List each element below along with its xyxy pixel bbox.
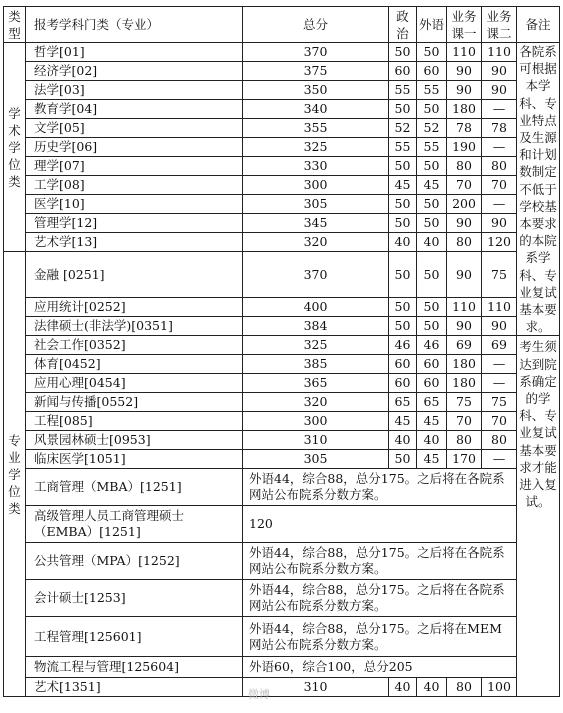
total-cell: 325 xyxy=(243,138,389,157)
course1-cell: 90 xyxy=(447,317,482,336)
course1-cell: 90 xyxy=(447,214,482,233)
foreign-cell: 55 xyxy=(417,138,447,157)
merged-score-cell: 120 xyxy=(243,506,517,543)
table-row xyxy=(4,412,560,431)
politics-cell: 50 xyxy=(389,252,417,298)
table-row xyxy=(4,214,560,233)
total-cell: 320 xyxy=(243,233,389,252)
header-course2: 业务课二 xyxy=(482,7,517,43)
header-course1: 业务课一 xyxy=(447,7,482,43)
politics-cell: 50 xyxy=(389,100,417,119)
course1-cell: 190 xyxy=(447,138,482,157)
subject-cell: 艺术[1351] xyxy=(26,678,243,697)
table-row xyxy=(4,431,560,450)
total-cell: 305 xyxy=(243,450,389,469)
foreign-cell: 50 xyxy=(417,298,447,317)
table-row xyxy=(4,195,560,214)
course1-cell: 80 xyxy=(447,157,482,176)
total-cell: 345 xyxy=(243,214,389,233)
foreign-cell: 55 xyxy=(417,81,447,100)
course2-cell: 78 xyxy=(482,119,517,138)
subject-cell: 法律硕士(非法学)[0351] xyxy=(26,317,243,336)
subject-cell: 理学[07] xyxy=(26,157,243,176)
subject-cell: 高级管理人员工商管理硕士（EMBA）[1251] xyxy=(26,506,243,543)
header-politics: 政治 xyxy=(389,7,417,43)
politics-cell: 50 xyxy=(389,450,417,469)
course2-cell: 75 xyxy=(482,393,517,412)
total-cell: 400 xyxy=(243,298,389,317)
subject-cell: 会计硕士[1253] xyxy=(26,580,243,617)
subject-cell: 金融 [0251] xyxy=(26,252,243,298)
subject-cell: 公共管理（MPA）[1252] xyxy=(26,543,243,580)
table-row-merged xyxy=(4,506,560,543)
foreign-cell: 50 xyxy=(417,252,447,298)
note-academic: 各院系可根据本学科、专业特点及生源和计划数制定不低于学校基本要求的本院系学科、专业复试基本要求。 xyxy=(517,43,560,336)
score-table xyxy=(3,6,560,697)
merged-score-cell: 外语44，综合88，总分175。之后将在各院系网站公布院系分数方案。 xyxy=(243,469,517,506)
subject-cell: 教育学[04] xyxy=(26,100,243,119)
total-cell: 300 xyxy=(243,176,389,195)
table-row xyxy=(4,374,560,393)
table-row xyxy=(4,336,560,355)
politics-cell: 40 xyxy=(389,233,417,252)
course1-cell: 200 xyxy=(447,195,482,214)
politics-cell: 52 xyxy=(389,119,417,138)
course2-cell: 69 xyxy=(482,336,517,355)
header-note: 备注 xyxy=(517,7,560,43)
course2-cell: 90 xyxy=(482,62,517,81)
header-category: 类型 xyxy=(4,7,26,43)
foreign-cell: 50 xyxy=(417,100,447,119)
course2-cell: 110 xyxy=(482,298,517,317)
table-row xyxy=(4,393,560,412)
foreign-cell: 46 xyxy=(417,336,447,355)
table-row xyxy=(4,317,560,336)
category-academic: 学术学位类 xyxy=(4,43,26,252)
course1-cell: 70 xyxy=(447,176,482,195)
table-row xyxy=(4,100,560,119)
table-row xyxy=(4,233,560,252)
merged-score-cell: 外语60，综合100，总分205 xyxy=(243,657,517,678)
subject-cell: 工商管理（MBA）[1251] xyxy=(26,469,243,506)
politics-cell: 40 xyxy=(389,678,417,697)
course2-cell: 70 xyxy=(482,412,517,431)
politics-cell: 50 xyxy=(389,43,417,62)
header-row xyxy=(4,7,560,43)
foreign-cell: 50 xyxy=(417,43,447,62)
foreign-cell: 50 xyxy=(417,317,447,336)
course2-cell: — xyxy=(482,138,517,157)
course1-cell: 90 xyxy=(447,252,482,298)
subject-cell: 历史学[06] xyxy=(26,138,243,157)
subject-cell: 新闻与传播[0552] xyxy=(26,393,243,412)
subject-cell: 医学[10] xyxy=(26,195,243,214)
note-professional: 考生须达到院系确定的学科、专业复试基本要求才能进入复试。 xyxy=(517,336,560,697)
table-row xyxy=(4,450,560,469)
subject-cell: 物流工程与管理[125604] xyxy=(26,657,243,678)
course1-cell: 75 xyxy=(447,393,482,412)
table-row xyxy=(4,355,560,374)
subject-cell: 临床医学[1051] xyxy=(26,450,243,469)
table-row-merged xyxy=(4,543,560,580)
politics-cell: 55 xyxy=(389,138,417,157)
subject-cell: 应用心理[0454] xyxy=(26,374,243,393)
subject-cell: 工学[08] xyxy=(26,176,243,195)
course1-cell: 69 xyxy=(447,336,482,355)
foreign-cell: 45 xyxy=(417,450,447,469)
total-cell: 375 xyxy=(243,62,389,81)
course2-cell: 120 xyxy=(482,233,517,252)
foreign-cell: 40 xyxy=(417,431,447,450)
politics-cell: 45 xyxy=(389,412,417,431)
course2-cell: 80 xyxy=(482,431,517,450)
total-cell: 355 xyxy=(243,119,389,138)
course2-cell: 90 xyxy=(482,81,517,100)
subject-cell: 社会工作[0352] xyxy=(26,336,243,355)
course2-cell: 70 xyxy=(482,176,517,195)
course2-cell: 90 xyxy=(482,214,517,233)
course1-cell: 110 xyxy=(447,43,482,62)
foreign-cell: 60 xyxy=(417,355,447,374)
foreign-cell: 50 xyxy=(417,157,447,176)
total-cell: 305 xyxy=(243,195,389,214)
politics-cell: 60 xyxy=(389,374,417,393)
subject-cell: 应用统计[0252] xyxy=(26,298,243,317)
table-row-merged xyxy=(4,657,560,678)
total-cell: 330 xyxy=(243,157,389,176)
course2-cell: — xyxy=(482,374,517,393)
foreign-cell: 40 xyxy=(417,678,447,697)
course2-cell: — xyxy=(482,450,517,469)
table-row-merged xyxy=(4,469,560,506)
politics-cell: 50 xyxy=(389,195,417,214)
table-row xyxy=(4,81,560,100)
total-cell: 365 xyxy=(243,374,389,393)
foreign-cell: 65 xyxy=(417,393,447,412)
politics-cell: 50 xyxy=(389,317,417,336)
politics-cell: 45 xyxy=(389,176,417,195)
politics-cell: 60 xyxy=(389,62,417,81)
subject-cell: 工程管理[125601] xyxy=(26,617,243,657)
course2-cell: 90 xyxy=(482,317,517,336)
total-cell: 384 xyxy=(243,317,389,336)
table-row xyxy=(4,62,560,81)
course2-cell: — xyxy=(482,355,517,374)
total-cell: 310 xyxy=(243,678,389,697)
total-cell: 370 xyxy=(243,43,389,62)
course1-cell: 78 xyxy=(447,119,482,138)
total-cell: 320 xyxy=(243,393,389,412)
category-professional: 专业学位类 xyxy=(4,252,26,697)
table-row xyxy=(4,157,560,176)
foreign-cell: 45 xyxy=(417,412,447,431)
merged-score-cell: 外语44，综合88，总分175。之后将在各院系网站公布院系分数方案。 xyxy=(243,580,517,617)
foreign-cell: 40 xyxy=(417,233,447,252)
politics-cell: 55 xyxy=(389,81,417,100)
course1-cell: 180 xyxy=(447,100,482,119)
politics-cell: 60 xyxy=(389,355,417,374)
course1-cell: 70 xyxy=(447,412,482,431)
politics-cell: 50 xyxy=(389,298,417,317)
politics-cell: 50 xyxy=(389,157,417,176)
foreign-cell: 50 xyxy=(417,195,447,214)
course1-cell: 180 xyxy=(447,374,482,393)
course2-cell: 80 xyxy=(482,157,517,176)
table-row xyxy=(4,298,560,317)
subject-cell: 风景园林硕士[0953] xyxy=(26,431,243,450)
course2-cell: — xyxy=(482,195,517,214)
course1-cell: 90 xyxy=(447,62,482,81)
foreign-cell: 60 xyxy=(417,62,447,81)
course1-cell: 80 xyxy=(447,678,482,697)
header-foreign: 外语 xyxy=(417,7,447,43)
table-row xyxy=(4,138,560,157)
politics-cell: 46 xyxy=(389,336,417,355)
course1-cell: 80 xyxy=(447,431,482,450)
table-row xyxy=(4,119,560,138)
politics-cell: 40 xyxy=(389,431,417,450)
table-row xyxy=(4,252,560,298)
foreign-cell: 50 xyxy=(417,214,447,233)
table-row xyxy=(4,43,560,62)
merged-score-cell: 外语44，综合88，总分175。之后将在各院系网站公布院系分数方案。 xyxy=(243,543,517,580)
merged-score-cell: 外语44，综合88，总分175。之后将在MEM网站公布院系分数方案。 xyxy=(243,617,517,657)
course2-cell: — xyxy=(482,100,517,119)
total-cell: 340 xyxy=(243,100,389,119)
weibo-watermark: 微博 xyxy=(248,688,270,701)
course2-cell: 75 xyxy=(482,252,517,298)
total-cell: 325 xyxy=(243,336,389,355)
subject-cell: 法学[03] xyxy=(26,81,243,100)
subject-cell: 艺术学[13] xyxy=(26,233,243,252)
course1-cell: 110 xyxy=(447,298,482,317)
course2-cell: 110 xyxy=(482,43,517,62)
header-subject: 报考学科门类（专业） xyxy=(26,7,243,43)
table-row xyxy=(4,678,560,697)
foreign-cell: 60 xyxy=(417,374,447,393)
politics-cell: 50 xyxy=(389,214,417,233)
subject-cell: 工程[085] xyxy=(26,412,243,431)
course1-cell: 80 xyxy=(447,233,482,252)
course1-cell: 90 xyxy=(447,81,482,100)
table-row xyxy=(4,176,560,195)
foreign-cell: 45 xyxy=(417,176,447,195)
subject-cell: 哲学[01] xyxy=(26,43,243,62)
course1-cell: 170 xyxy=(447,450,482,469)
subject-cell: 经济学[02] xyxy=(26,62,243,81)
header-total: 总分 xyxy=(243,7,389,43)
subject-cell: 体育[0452] xyxy=(26,355,243,374)
course1-cell: 180 xyxy=(447,355,482,374)
politics-cell: 65 xyxy=(389,393,417,412)
total-cell: 350 xyxy=(243,81,389,100)
foreign-cell: 52 xyxy=(417,119,447,138)
table-row-merged xyxy=(4,580,560,617)
course2-cell: 100 xyxy=(482,678,517,697)
subject-cell: 文学[05] xyxy=(26,119,243,138)
table-row-merged xyxy=(4,617,560,657)
total-cell: 300 xyxy=(243,412,389,431)
subject-cell: 管理学[12] xyxy=(26,214,243,233)
total-cell: 385 xyxy=(243,355,389,374)
total-cell: 370 xyxy=(243,252,389,298)
total-cell: 310 xyxy=(243,431,389,450)
